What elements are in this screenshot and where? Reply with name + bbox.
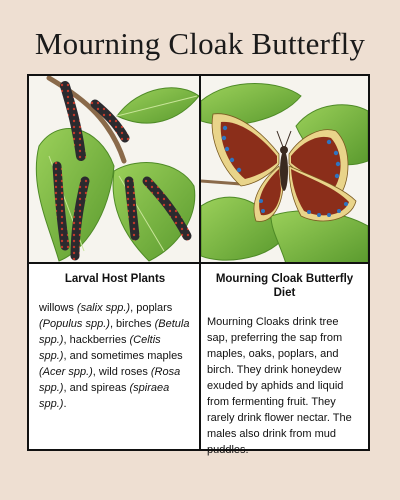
larval-host-plants-section — [29, 266, 199, 412]
common-name-text: , hackberries — [63, 334, 130, 346]
common-name-text: , and sometimes maples — [63, 350, 183, 362]
info-panel — [27, 74, 370, 456]
scientific-name: (Acer spp.) — [39, 366, 93, 378]
scientific-name: (spiraea spp.) — [39, 382, 170, 410]
larval-host-plants-heading: Larval Host Plants — [64, 273, 166, 285]
larval-host-plants-text — [39, 300, 191, 412]
common-name-text: . — [63, 398, 67, 410]
butterfly-illustration — [201, 76, 368, 264]
scientific-name: (Populus spp.) — [39, 318, 110, 330]
common-name-text: , wild roses — [92, 366, 151, 378]
scientific-name: (Rosa spp.) — [39, 366, 181, 394]
scientific-name: (Celtis spp.) — [39, 334, 161, 362]
butterfly-diet-section — [201, 266, 368, 458]
caterpillars-icon — [29, 76, 199, 264]
butterfly-icon — [201, 76, 368, 264]
page-title: Mourning Cloak Butterfly — [34, 26, 366, 61]
scientific-name: (salix spp.) — [76, 302, 131, 314]
butterfly-diet-heading: Mourning Cloak Butterfly Diet — [215, 273, 354, 299]
common-name-text: , poplars — [130, 302, 173, 314]
row-divider — [29, 262, 368, 264]
common-name-text: willows — [39, 302, 77, 314]
caterpillars-illustration — [29, 76, 199, 264]
butterfly-diet-text: Mourning Cloaks drink tree sap, preferring the sap from maples, oaks, poplars, and birch. They drink honeydew exuded by aphids and liquid from fermenting fruit. They rarely drink flower nectar. The males also drink from mud puddles. — [207, 316, 352, 456]
scientific-name: (Betula spp.) — [39, 318, 190, 346]
common-name-text: , birches — [109, 318, 155, 330]
common-name-text: , and spireas — [63, 382, 130, 394]
